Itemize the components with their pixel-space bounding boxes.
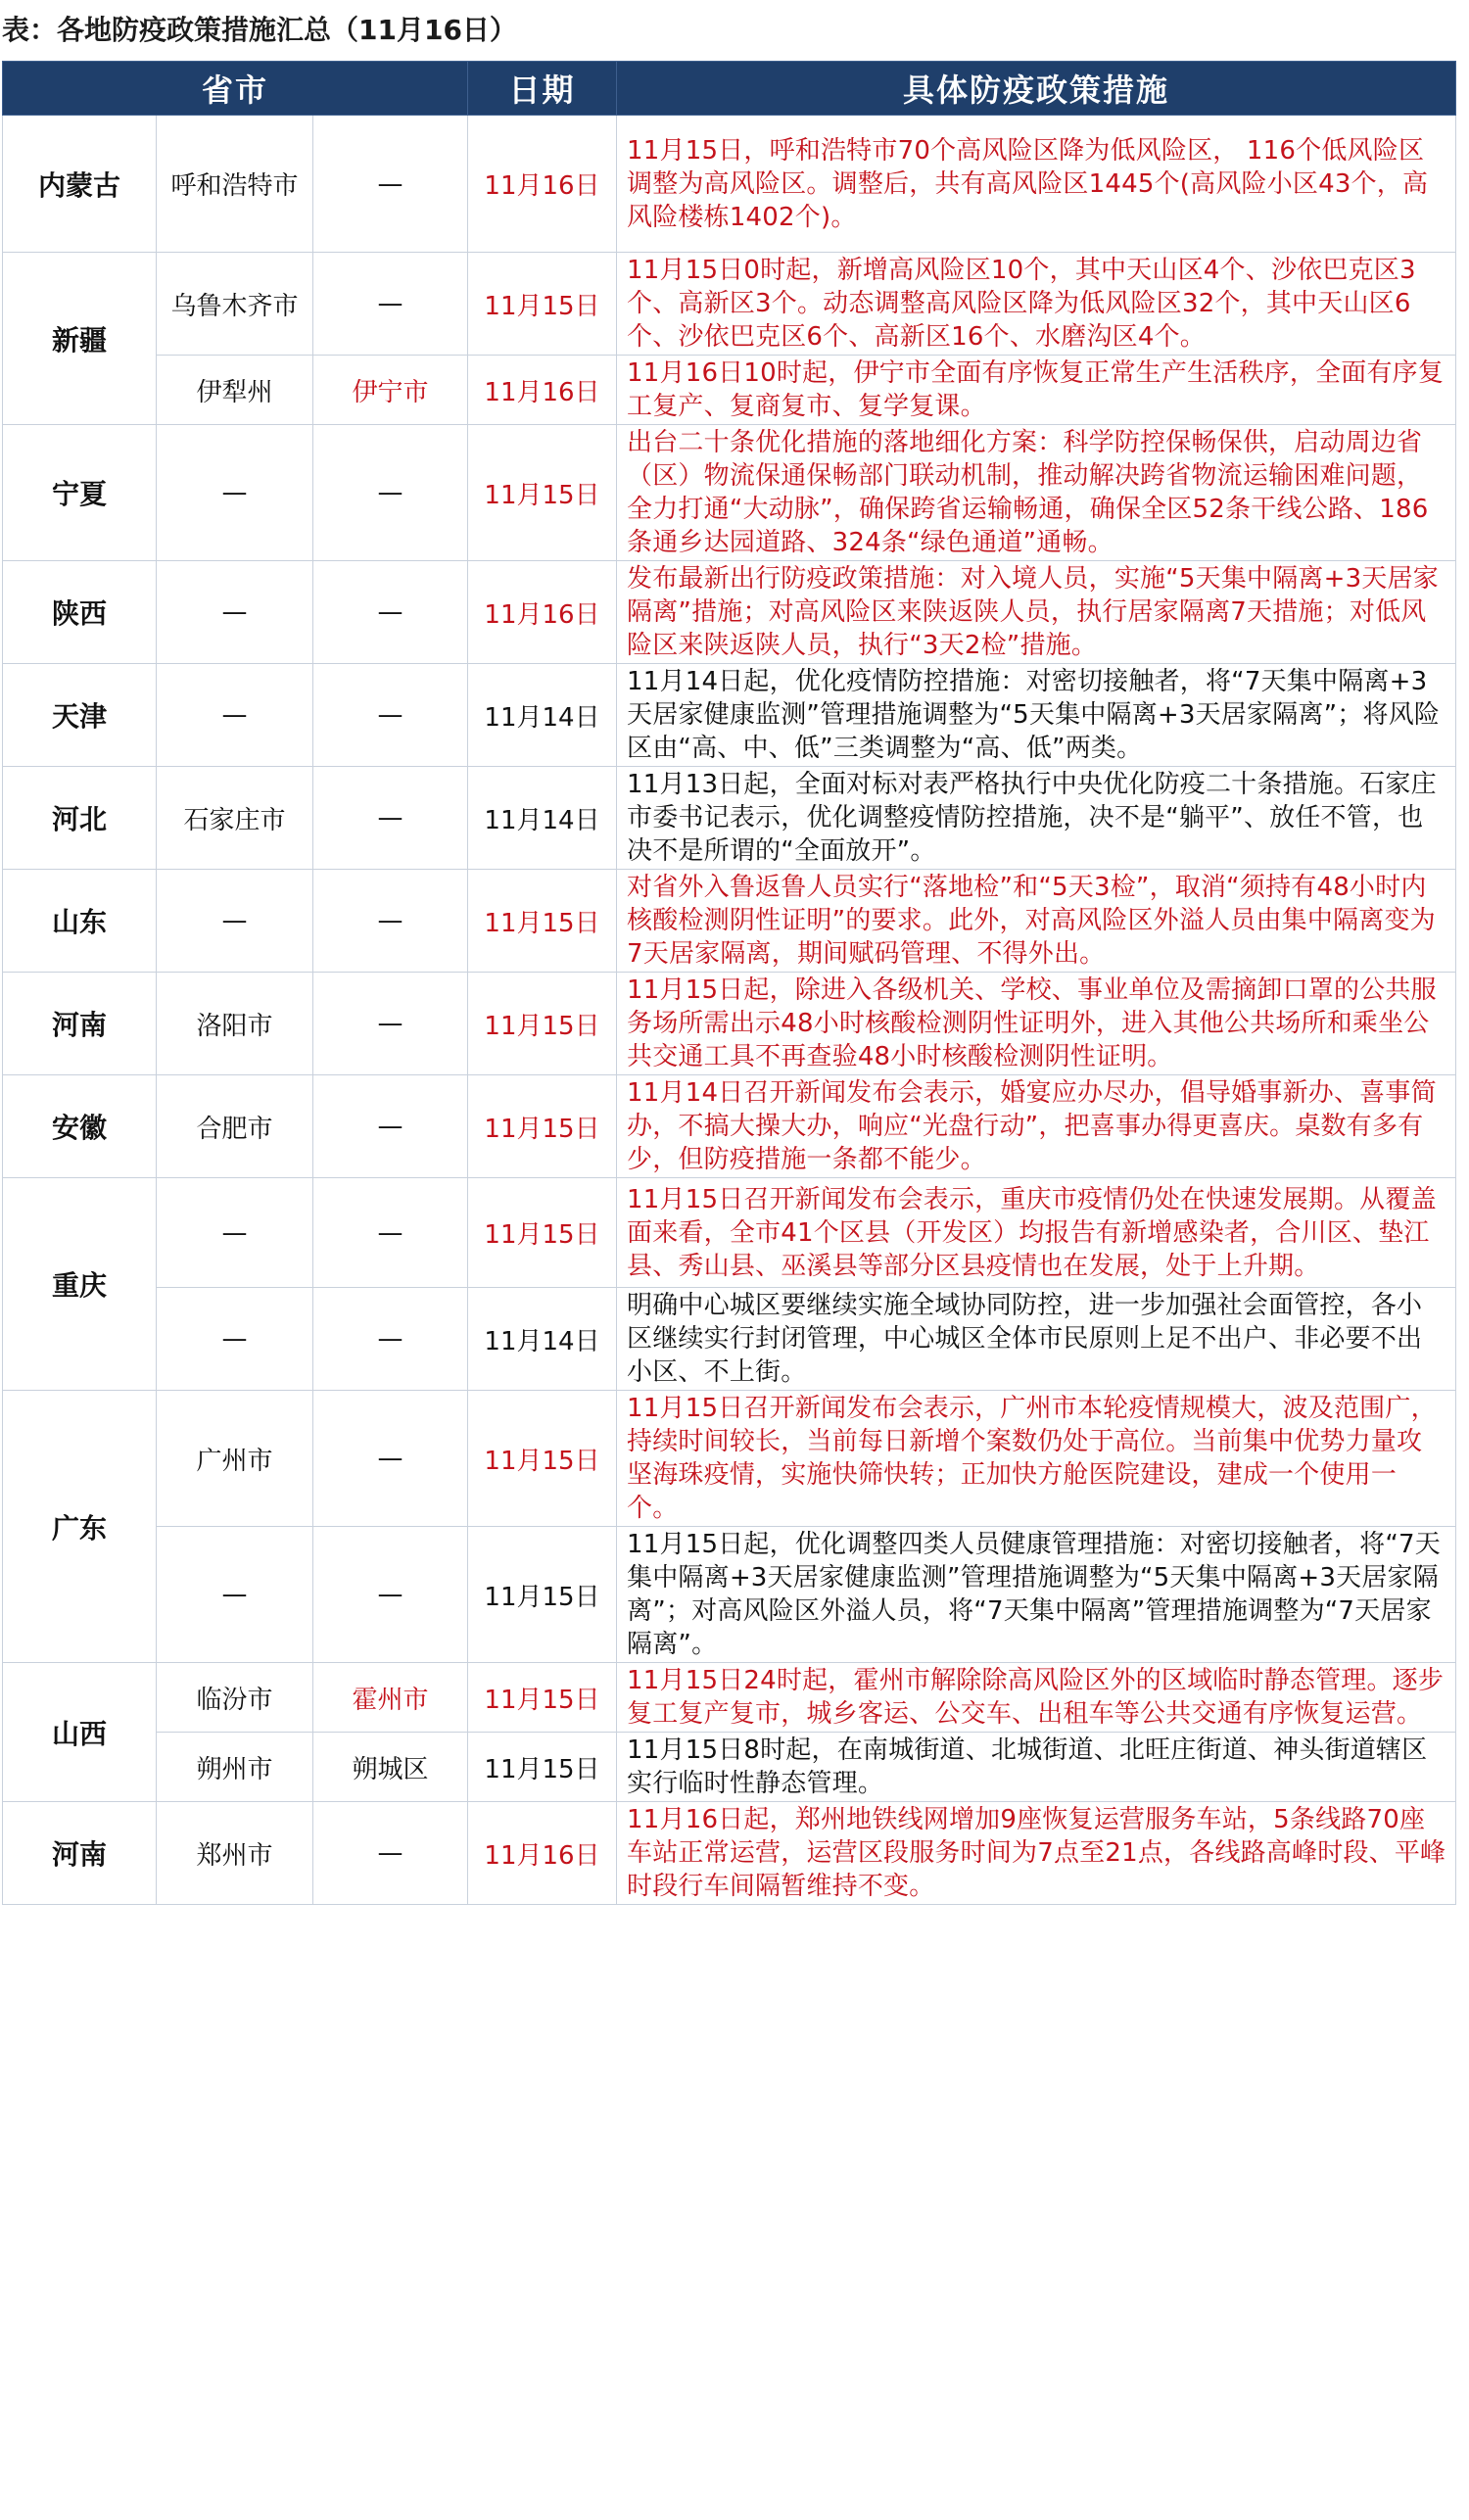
measure-text-cell: 11月15日0时起，新增高风险区10个，其中天山区4个、沙依巴克区3个、高新区3个。动态调整高风险区降为低风险区32个，其中天山区6个、沙依巴克区6个、高新区16个、水磨沟区4个。 (617, 253, 1456, 356)
measure-text-cell: 11月13日起，全面对标对表严格执行中央优化防疫二十条措施。石家庄市委书记表示，优化调整疫情防控措施，决不是“躺平”、放任不管，也决不是所谓的“全面放开”。 (617, 767, 1456, 870)
district-cell: — (313, 253, 468, 356)
date-cell: 11月15日 (468, 253, 617, 356)
district-cell: — (313, 1527, 468, 1663)
province-cell: 宁夏 (3, 425, 157, 561)
district-cell: — (313, 870, 468, 973)
district-cell: — (313, 1802, 468, 1905)
policy-table (2, 61, 1456, 1905)
province-cell: 河南 (3, 973, 157, 1075)
city-cell: 石家庄市 (157, 767, 313, 870)
date-cell: 11月15日 (468, 1391, 617, 1527)
measure-text-cell: 对省外入鲁返鲁人员实行“落地检”和“5天3检”，取消“须持有48小时内核酸检测阴性证明”的要求。此外，对高风险区外溢人员由集中隔离变为7天居家隔离，期间赋码管理、不得外出。 (617, 870, 1456, 973)
table-row (3, 1075, 1456, 1178)
table-row (3, 425, 1456, 561)
date-cell: 11月16日 (468, 561, 617, 664)
table-row (3, 767, 1456, 870)
measure-text-cell: 11月15日24时起，霍州市解除除高风险区外的区域临时静态管理。逐步复工复产复市，城乡客运、公交车、出租车等公共交通有序恢复运营。 (617, 1663, 1456, 1733)
date-cell: 11月16日 (468, 1802, 617, 1905)
table-row (3, 253, 1456, 356)
city-cell: — (157, 1178, 313, 1288)
date-cell: 11月16日 (468, 116, 617, 253)
date-cell: 11月14日 (468, 664, 617, 767)
district-cell: — (313, 664, 468, 767)
city-cell: 伊犁州 (157, 356, 313, 425)
header-date: 日期 (468, 62, 617, 116)
table-row (3, 1527, 1456, 1663)
district-cell: — (313, 561, 468, 664)
table-row (3, 1391, 1456, 1527)
measure-text-cell: 11月15日起，除进入各级机关、学校、事业单位及需摘卸口罩的公共服务场所需出示48小时核酸检测阴性证明外，进入其他公共场所和乘坐公共交通工具不再查验48小时核酸检测阴性证明。 (617, 973, 1456, 1075)
measure-text-cell: 11月16日10时起，伊宁市全面有序恢复正常生产生活秩序，全面有序复工复产、复商复市、复学复课。 (617, 356, 1456, 425)
province-cell: 广东 (3, 1391, 157, 1663)
district-cell: 伊宁市 (313, 356, 468, 425)
district-cell: — (313, 973, 468, 1075)
city-cell: — (157, 1288, 313, 1391)
district-cell: — (313, 1075, 468, 1178)
province-cell: 山西 (3, 1663, 157, 1802)
district-cell: 霍州市 (313, 1663, 468, 1733)
table-row (3, 561, 1456, 664)
measure-text-cell: 11月15日召开新闻发布会表示，重庆市疫情仍处在快速发展期。从覆盖面来看，全市41个区县（开发区）均报告有新增感染者，合川区、垫江县、秀山县、巫溪县等部分区县疫情也在发展，处于上升期。 (617, 1178, 1456, 1288)
city-cell: 乌鲁木齐市 (157, 253, 313, 356)
district-cell: 朔城区 (313, 1733, 468, 1802)
measure-text-cell: 11月14日起，优化疫情防控措施：对密切接触者，将“7天集中隔离+3天居家健康监测”管理措施调整为“5天集中隔离+3天居家隔离”；将风险区由“高、中、低”三类调整为“高、低”两类。 (617, 664, 1456, 767)
province-cell: 河北 (3, 767, 157, 870)
district-cell: — (313, 767, 468, 870)
city-cell: — (157, 1527, 313, 1663)
date-cell: 11月15日 (468, 1663, 617, 1733)
measure-text-cell: 11月14日召开新闻发布会表示，婚宴应办尽办，倡导婚事新办、喜事简办，不搞大操大办，响应“光盘行动”，把喜事办得更喜庆。桌数有多有少，但防疫措施一条都不能少。 (617, 1075, 1456, 1178)
measure-text-cell: 11月15日召开新闻发布会表示，广州市本轮疫情规模大，波及范围广，持续时间较长，当前每日新增个案数仍处于高位。当前集中优势力量攻坚海珠疫情，实施快筛快转；正加快方舱医院建设，建成一个使用一个。 (617, 1391, 1456, 1527)
measure-text-cell: 11月15日，呼和浩特市70个高风险区降为低风险区， 116个低风险区调整为高风险区。调整后，共有高风险区1445个(高风险小区43个，高风险楼栋1402个)。 (617, 116, 1456, 253)
table-row (3, 356, 1456, 425)
district-cell: — (313, 425, 468, 561)
table-body (3, 116, 1456, 1905)
city-cell: — (157, 561, 313, 664)
province-cell: 重庆 (3, 1178, 157, 1391)
province-cell: 河南 (3, 1802, 157, 1905)
table-caption: 表：各地防疫政策措施汇总（11月16日） (2, 14, 517, 46)
date-cell: 11月15日 (468, 425, 617, 561)
measure-text-cell: 发布最新出行防疫政策措施：对入境人员，实施“5天集中隔离+3天居家隔离”措施；对高风险区来陕返陕人员，执行居家隔离7天措施；对低风险区来陕返陕人员，执行“3天2检”措施。 (617, 561, 1456, 664)
district-cell: — (313, 1288, 468, 1391)
table-row (3, 116, 1456, 253)
city-cell: 合肥市 (157, 1075, 313, 1178)
district-cell: — (313, 1391, 468, 1527)
measure-text-cell: 11月15日8时起，在南城街道、北城街道、北旺庄街道、神头街道辖区实行临时性静态管理。 (617, 1733, 1456, 1802)
province-cell: 内蒙古 (3, 116, 157, 253)
measure-text-cell: 11月15日起，优化调整四类人员健康管理措施：对密切接触者，将“7天集中隔离+3天居家健康监测”管理措施调整为“5天集中隔离+3天居家隔离”；对高风险区外溢人员，将“7天集中隔离”管理措施调整为“7天居家隔离”。 (617, 1527, 1456, 1663)
header-province: 省市 (3, 62, 468, 116)
district-cell: — (313, 116, 468, 253)
date-cell: 11月15日 (468, 870, 617, 973)
date-cell: 11月14日 (468, 767, 617, 870)
measure-text-cell: 明确中心城区要继续实施全域协同防控，进一步加强社会面管控，各小区继续实行封闭管理，中心城区全体市民原则上足不出户、非必要不出小区、不上街。 (617, 1288, 1456, 1391)
city-cell: 洛阳市 (157, 973, 313, 1075)
date-cell: 11月15日 (468, 1075, 617, 1178)
city-cell: 广州市 (157, 1391, 313, 1527)
date-cell: 11月15日 (468, 1527, 617, 1663)
province-cell: 天津 (3, 664, 157, 767)
date-cell: 11月16日 (468, 356, 617, 425)
measure-text-cell: 出台二十条优化措施的落地细化方案：科学防控保畅保供，启动周边省（区）物流保通保畅部门联动机制，推动解决跨省物流运输困难问题，全力打通“大动脉”，确保跨省运输畅通，确保全区52条干线公路、186条通乡达园道路、324条“绿色通道”通畅。 (617, 425, 1456, 561)
date-cell: 11月15日 (468, 1733, 617, 1802)
city-cell: — (157, 664, 313, 767)
city-cell: 朔州市 (157, 1733, 313, 1802)
table-row (3, 1288, 1456, 1391)
table-row (3, 870, 1456, 973)
province-cell: 陕西 (3, 561, 157, 664)
table-row (3, 973, 1456, 1075)
date-cell: 11月15日 (468, 973, 617, 1075)
province-cell: 安徽 (3, 1075, 157, 1178)
city-cell: — (157, 870, 313, 973)
date-cell: 11月15日 (468, 1178, 617, 1288)
table-row (3, 1178, 1456, 1288)
table-row (3, 664, 1456, 767)
city-cell: — (157, 425, 313, 561)
province-cell: 新疆 (3, 253, 157, 425)
table-row (3, 1802, 1456, 1905)
table-row (3, 1733, 1456, 1802)
measure-text-cell: 11月16日起，郑州地铁线网增加9座恢复运营服务车站，5条线路70座车站正常运营，运营区段服务时间为7点至21点，各线路高峰时段、平峰时段行车间隔暂维持不变。 (617, 1802, 1456, 1905)
city-cell: 呼和浩特市 (157, 116, 313, 253)
header-measures: 具体防疫政策措施 (617, 62, 1456, 116)
province-cell: 山东 (3, 870, 157, 973)
table-row (3, 1663, 1456, 1733)
date-cell: 11月14日 (468, 1288, 617, 1391)
header-row (3, 62, 1456, 116)
city-cell: 临汾市 (157, 1663, 313, 1733)
district-cell: — (313, 1178, 468, 1288)
city-cell: 郑州市 (157, 1802, 313, 1905)
